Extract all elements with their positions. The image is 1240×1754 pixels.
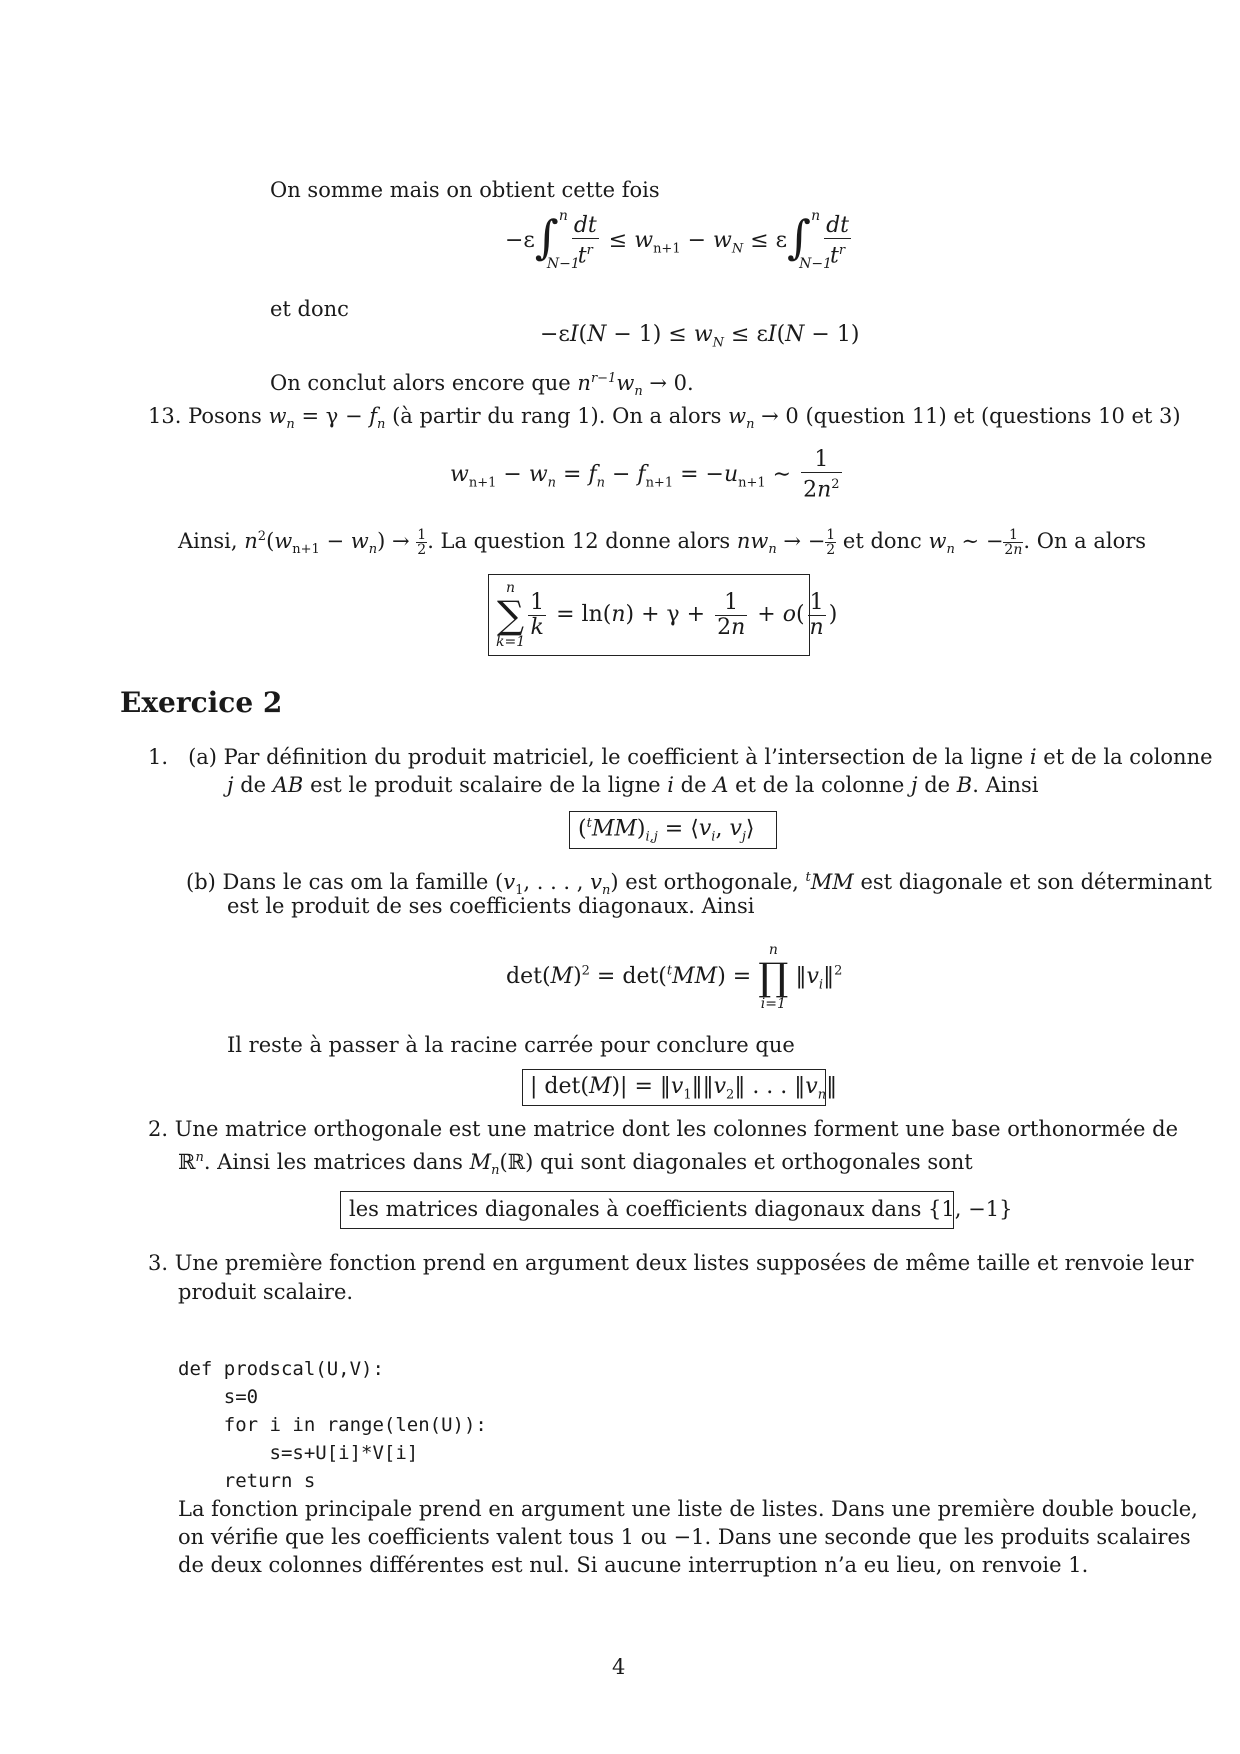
page-number: 4 (612, 1655, 626, 1679)
equation-determinant-product: $\det(M)^2 = \det(^tMM)$ = n ∏ i=1 $‖v_i‖^2$ (506, 942, 843, 1012)
q3-line1: 3. Une première fonction prend en argument deux listes supposées de même taille et renvoie leur (148, 1251, 1194, 1275)
code-line: return s (178, 1470, 316, 1492)
q1-b-line2: est le produit de ses coefficients diagonaux. Ainsi (227, 894, 755, 918)
q1-b-line3: Il reste à passer à la racine carrée pour conclure que (227, 1033, 795, 1057)
q12-et-donc: et donc (270, 297, 349, 321)
q13-line1: 13. Posons $w_n = \gamma - f_n$ (à partir du rang 1). On a alors $w_n \to 0$ (question 11) et (questions 10 et 3) (148, 404, 1181, 433)
q3-para-line3: de deux colonnes différentes est nul. Si aucune interruption n’a eu lieu, on renvoie 1. (178, 1553, 1089, 1577)
q12-conclusion: On conclut alors encore que $n^{r-1}w_n \to 0$. (270, 371, 694, 400)
q12-intro: On somme mais on obtient cette fois (270, 178, 660, 202)
equation-bound-I: $-\varepsilon I(N - 1) \le w_N \le \varepsilon I(N - 1)$ (540, 322, 860, 351)
code-block (178, 1327, 487, 1523)
q3-para-line2: on vérifie que les coefficients valent tous 1 ou −1. Dans une seconde que les produits scalaires (178, 1525, 1191, 1549)
code-line: s=0 (178, 1386, 259, 1408)
q1-a-line2: j de AB est le produit scalaire de la ligne i de A et de la colonne j de B. Ainsi (227, 773, 1039, 797)
code-line: def prodscal(U,V): (178, 1358, 384, 1380)
q13-line2: Ainsi, $n^2(w_{n+1} - w_n)$ → $\frac{1}{2}$ . La question 12 donne alors $nw_n$ → − $\frac{1}{2}$ et donc $w_n$ ∼ − $\frac{1}{2n}$ . On a alors (178, 527, 1147, 558)
q3-line2: produit scalaire. (178, 1280, 354, 1304)
q1-b-line1: (b) Dans le cas om la famille ($v_1$, . . . , $v_n$) est orthogonale, $^t$MM est diagonale et son déterminant (186, 870, 1212, 899)
q2-line2: ℝ$^n$. Ainsi les matrices dans $M_n(ℝ)$ qui sont diagonales et orthogonales sont (178, 1150, 973, 1179)
q1-a-line1: 1. (a) Par définition du produit matriciel, le coefficient à l’intersection de la ligne i et de la colonne (148, 745, 1213, 769)
section-title: Exercice 2 (120, 686, 283, 719)
equation-harmonic: n ∑ k=1 $\frac{1}{k}$ = ln(n) + γ + $\frac{1}{2n}$ + o( $\frac{1}{n}$ ) (496, 580, 838, 650)
q2-line1: 2. Une matrice orthogonale est une matrice dont les colonnes forment une base orthonormée de (148, 1117, 1179, 1141)
answer-q2: les matrices diagonales à coefficients diagonaux dans {1, −1} (349, 1197, 1013, 1221)
equation-gram-entry: $(^tMM)_{i,j}$ = $⟨v_i$, $v_j⟩$ (578, 816, 755, 845)
equation-integral-bound: −ε ∫ n N−1 $\frac{dt}{t^r}$ ≤ $w_{n+1} - w_N \le \varepsilon$ ∫ n N−1 $\frac{dt}{t^r}$ (505, 208, 850, 272)
equation-difference: $w_{n+1} - w_n = f_n - f_{n+1} = -u_{n+1}$ ∼ $\frac{1}{2n^2}$ (450, 447, 840, 503)
equation-hadamard: | $\det(M)| = ‖v_1‖‖v_2‖$ . . . $‖v_n‖$ (530, 1074, 838, 1103)
code-line: for i in range(len(U)): (178, 1414, 487, 1436)
q3-para-line1: La fonction principale prend en argument une liste de listes. Dans une première double boucle, (178, 1497, 1198, 1521)
code-line: s=s+U[i]*V[i] (178, 1442, 419, 1464)
